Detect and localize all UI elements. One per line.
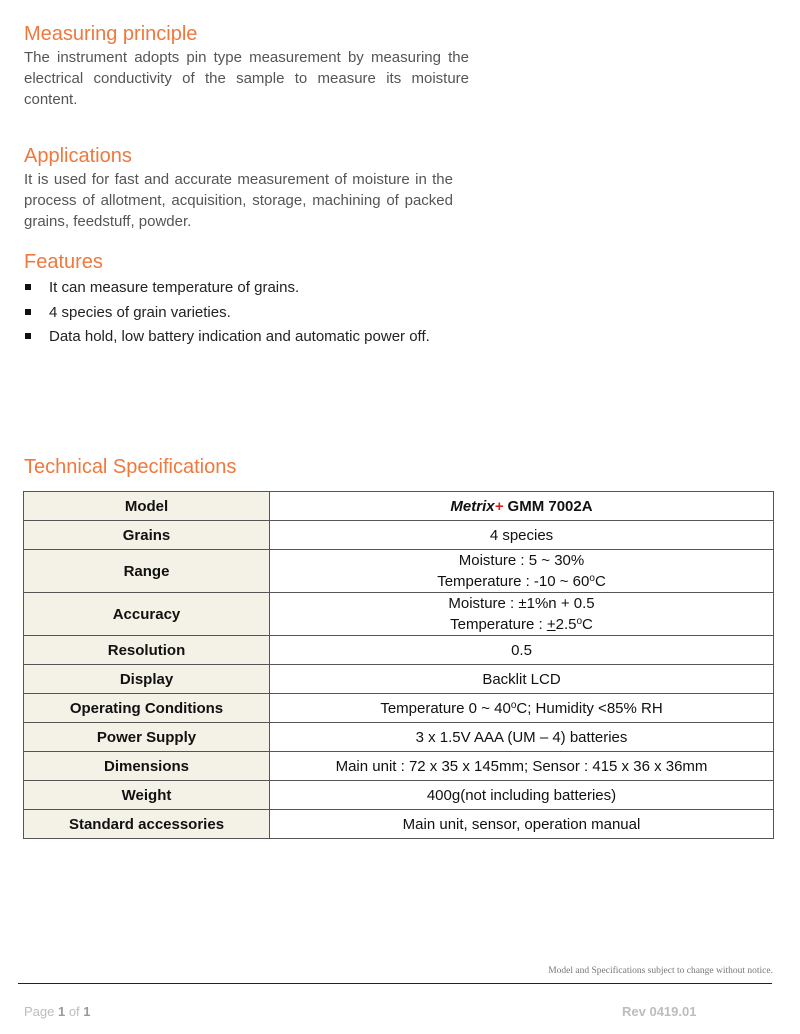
table-row [24, 723, 774, 752]
bullet-square-icon [25, 333, 31, 339]
brand-name: Metrix [450, 497, 495, 515]
operating-conditions-value: Temperature 0 ~ 40$^o$C; Humidity <85% RH [270, 694, 774, 723]
feature-text: It can measure temperature of grains. [49, 279, 300, 296]
weight-label: Weight [24, 781, 270, 810]
feature-item [24, 301, 430, 326]
measuring-principle-heading: Measuring principle [24, 23, 198, 45]
accuracy-temperature: Temperature : $+2.5^oC$ [450, 616, 593, 633]
weight-value: 400g(not including batteries) [270, 781, 774, 810]
range-label: Range [24, 550, 270, 593]
features-list [24, 276, 430, 350]
dimensions-label: Dimensions [24, 752, 270, 781]
bullet-square-icon [25, 284, 31, 290]
resolution-value: 0.5 [270, 636, 774, 665]
feature-text: 4 species of grain varieties. [49, 303, 231, 321]
grains-value: 4 species [270, 521, 774, 550]
operating-conditions-label: Operating Conditions [24, 694, 270, 723]
accuracy-moisture: Moisture : ±1%n + 0.5 [448, 595, 595, 612]
resolution-label: Resolution [24, 636, 270, 665]
disclaimer-note: Model and Specifications subject to change without notice. [548, 966, 773, 976]
table-row [24, 781, 774, 810]
model-value [270, 492, 774, 521]
range-moisture: Moisture : 5 ~ 30% [458, 552, 585, 569]
dimensions-value: Main unit : 72 x 35 x 145mm; Sensor : 415 x 36 x 36mm [270, 752, 774, 781]
table-row [24, 665, 774, 694]
applications-heading: Applications [24, 145, 132, 167]
brand-plus: + [494, 497, 504, 515]
table-row [24, 694, 774, 723]
features-heading: Features [24, 251, 103, 273]
table-row [24, 550, 774, 593]
accuracy-label: Accuracy [24, 593, 270, 636]
page-number: Page 1 of 1 [24, 1004, 91, 1019]
revision-label: Rev 0419.01 [622, 1004, 697, 1019]
display-value: Backlit LCD [270, 665, 774, 694]
power-supply-value: 3 x 1.5V AAA (UM – 4) batteries [270, 723, 774, 752]
specifications-table [23, 491, 774, 839]
standard-accessories-label: Standard accessories [24, 810, 270, 839]
feature-text: Data hold, low battery indication and automatic power off. [49, 328, 430, 345]
applications-text: It is used for fast and accurate measurement of moisture in the process of allotment, acquisition, storage, machining of packed grains, feedstuff, powder. [24, 171, 453, 230]
table-row [24, 521, 774, 550]
model-label: Model [24, 492, 270, 521]
range-value [270, 550, 774, 593]
bullet-square-icon [25, 309, 31, 315]
feature-item [24, 325, 430, 350]
table-row [24, 492, 774, 521]
standard-accessories-value: Main unit, sensor, operation manual [270, 810, 774, 839]
model-number: GMM 7002A [503, 497, 593, 515]
technical-specifications-heading: Technical Specifications [24, 456, 237, 478]
feature-item [24, 276, 430, 301]
range-temperature: Temperature : -10 ~ 60$^o$C [437, 573, 606, 590]
table-row [24, 810, 774, 839]
table-row [24, 636, 774, 665]
table-row [24, 593, 774, 636]
power-supply-label: Power Supply [24, 723, 270, 752]
footer-divider [18, 983, 772, 984]
display-label: Display [24, 665, 270, 694]
table-row [24, 752, 774, 781]
grains-label: Grains [24, 521, 270, 550]
accuracy-value [270, 593, 774, 636]
measuring-principle-text: The instrument adopts pin type measurement by measuring the electrical conductivity of the sample to measure its moisture content. [24, 49, 469, 108]
